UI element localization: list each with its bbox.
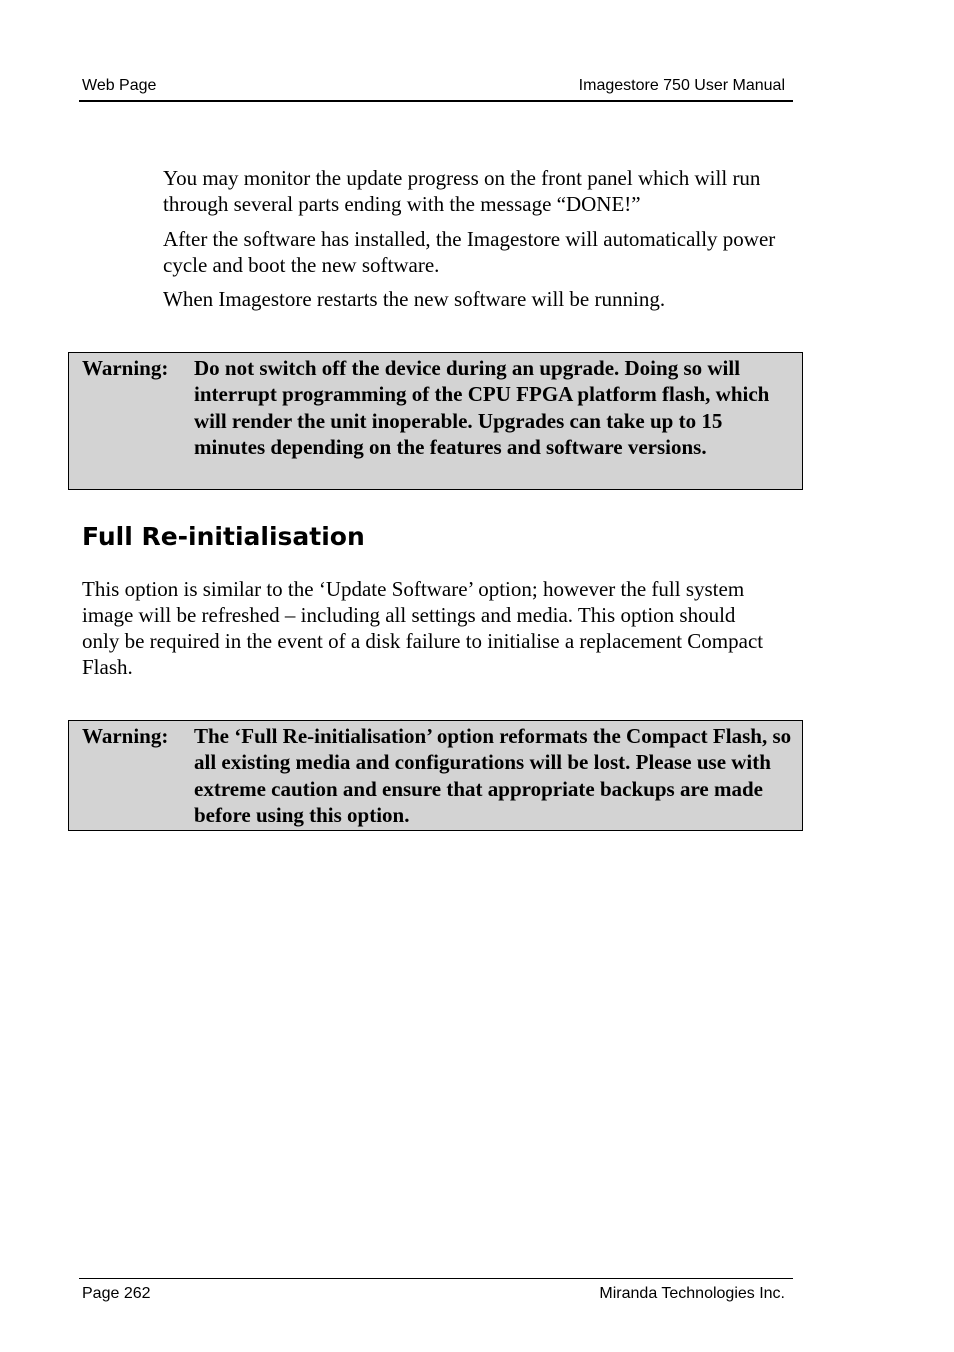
warning-box-reinit	[68, 720, 803, 831]
page-footer	[79, 1278, 793, 1309]
header-section-name: Web Page	[82, 77, 157, 94]
page-header	[79, 76, 793, 102]
section-heading: Full Re-initialisation	[82, 522, 365, 551]
footer-company: Miranda Technologies Inc.	[599, 1285, 785, 1302]
intro-paragraph-1: You may monitor the update progress on the front panel which will run through several parts ending with the message “DONE!”	[163, 166, 761, 216]
warning-text: Do not switch off the device during an upgrade. Doing so will interrupt programming of the CPU FPGA platform flash, which will render the unit inoperable. Upgrades can take up to 15 minutes depending on the features and software versions.	[194, 356, 770, 459]
header-manual-title: Imagestore 750 User Manual	[578, 77, 785, 94]
section-paragraph: This option is similar to the ‘Update Software’ option; however the full system image will be refreshed – including all settings and media. This option should only be required in the event of a disk failure to initialise a replacement Compact Flash.	[82, 577, 764, 679]
warning-box-upgrade	[68, 352, 803, 490]
warning-text: The ‘Full Re-initialisation’ option reformats the Compact Flash, so all existing media and configurations will be lost. Please use with extreme caution and ensure that appropriate backups are made before using this option.	[194, 724, 792, 827]
page-number: Page 262	[82, 1285, 151, 1302]
warning-label: Warning:	[82, 724, 169, 748]
warning-label: Warning:	[82, 356, 169, 380]
intro-paragraph-3: When Imagestore restarts the new software will be running.	[163, 287, 666, 311]
intro-paragraph-2: After the software has installed, the Imagestore will automatically power cycle and boot the new software.	[163, 227, 776, 277]
